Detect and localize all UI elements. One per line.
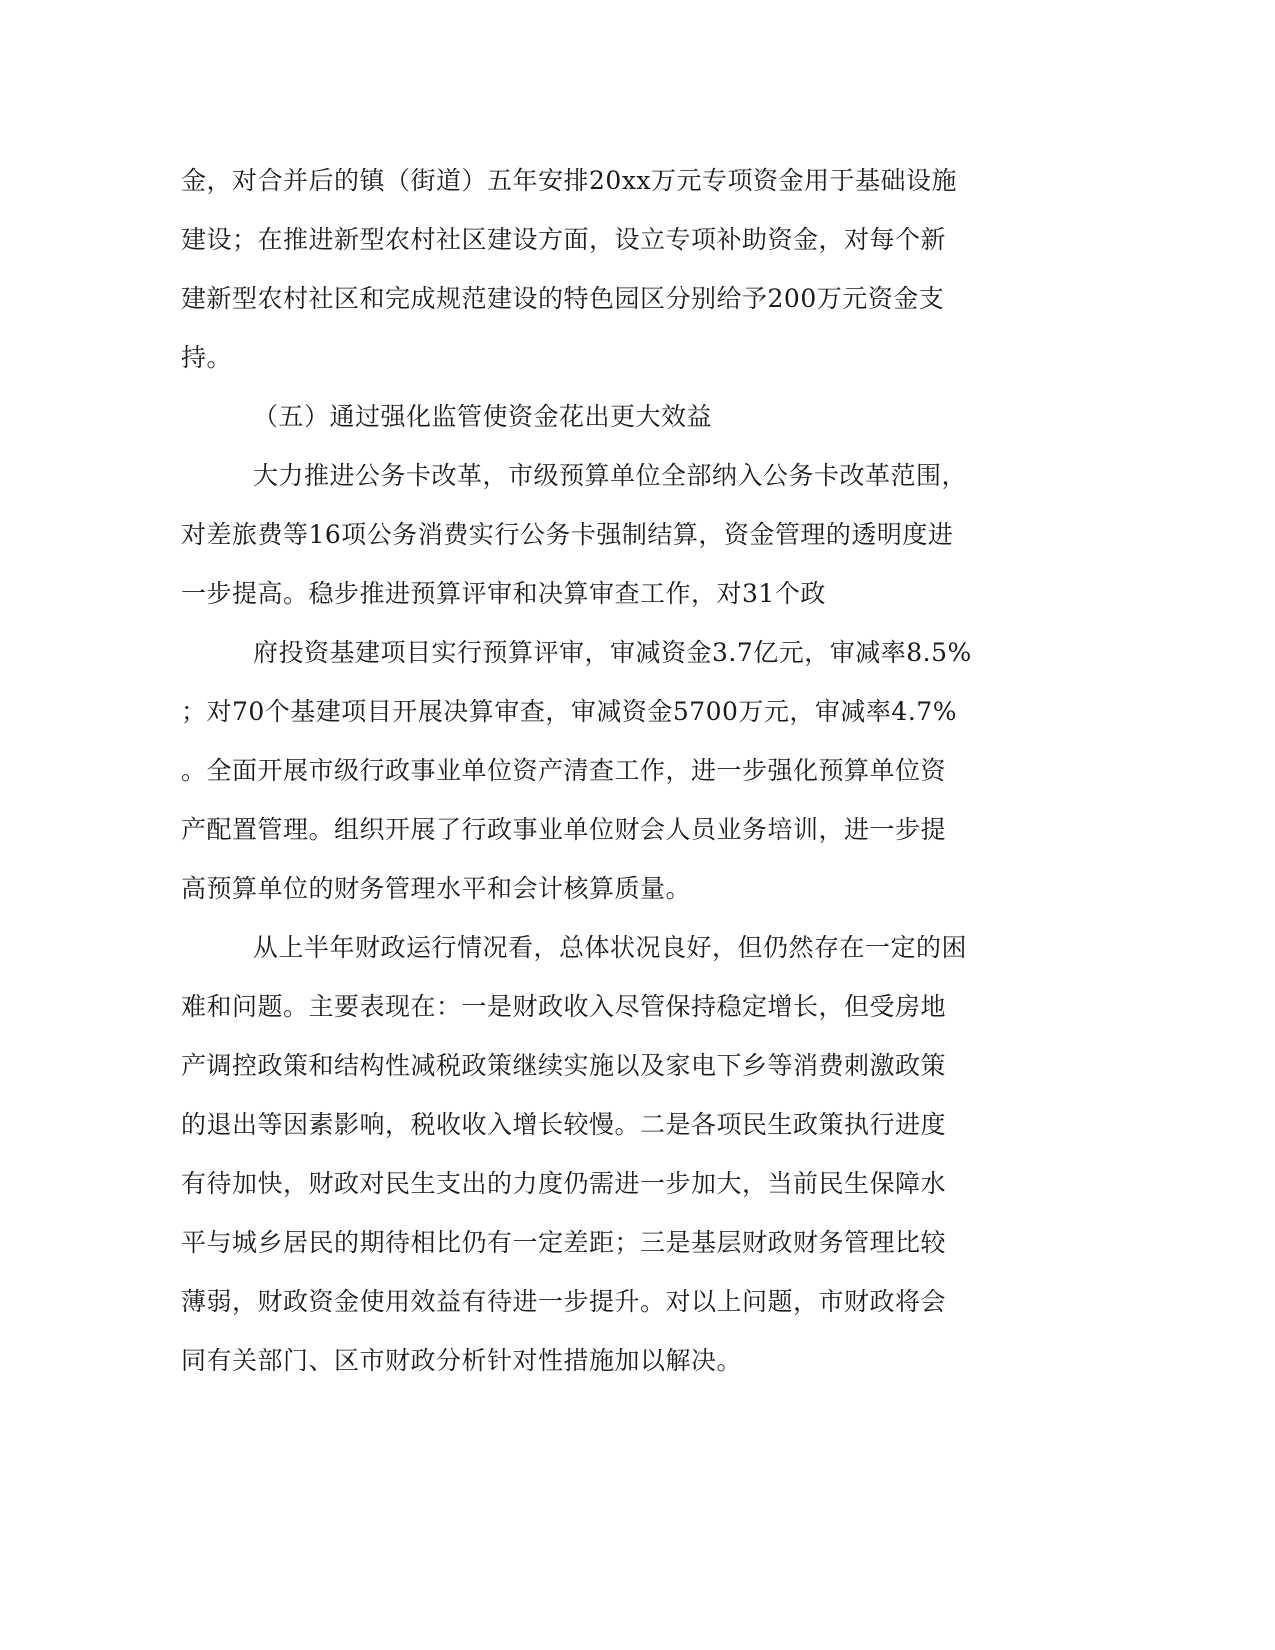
- text-line: 金，对合并后的镇（街道）五年安排20xx万元专项资金用于基础设施: [181, 166, 958, 195]
- text-line: ；对70个基建项目开展决算审查，审减资金5700万元，审减率4.7%: [181, 697, 957, 726]
- text-line: 从上半年财政运行情况看，总体状况良好，但仍然存在一定的困: [253, 933, 968, 962]
- text-line: 对差旅费等16项公务消费实行公务卡强制结算，资金管理的透明度进: [181, 520, 954, 549]
- text-line: 持。: [181, 343, 233, 372]
- text-line: 一步提高。稳步推进预算评审和决算审查工作，对31个政: [181, 579, 826, 608]
- text-line: 高预算单位的财务管理水平和会计核算质量。: [181, 874, 692, 903]
- text-line: 。全面开展市级行政事业单位资产清查工作，进一步强化预算单位资: [181, 756, 947, 785]
- text-line: 有待加快，财政对民生支出的力度仍需进一步加大，当前民生保障水: [181, 1169, 947, 1198]
- text-line: 薄弱，财政资金使用效益有待进一步提升。对以上问题，市财政将会: [181, 1287, 947, 1316]
- text-line: 府投资基建项目实行预算评审，审减资金3.7亿元，审减率8.5%: [253, 638, 972, 667]
- text-line: 同有关部门、区市财政分析针对性措施加以解决。: [181, 1346, 743, 1375]
- text-line: 平与城乡居民的期待相比仍有一定差距；三是基层财政财务管理比较: [181, 1228, 947, 1257]
- text-line: 建设；在推进新型农村社区建设方面，设立专项补助资金，对每个新: [181, 225, 947, 254]
- text-line: 的退出等因素影响，税收收入增长较慢。二是各项民生政策执行进度: [181, 1110, 947, 1139]
- text-line: 产调控政策和结构性减税政策继续实施以及家电下乡等消费刺激政策: [181, 1051, 947, 1080]
- text-line: 难和问题。主要表现在：一是财政收入尽管保持稳定增长，但受房地: [181, 992, 947, 1021]
- section-heading: （五）通过强化监管使资金花出更大效益: [253, 402, 713, 431]
- text-line: 建新型农村社区和完成规范建设的特色园区分别给予200万元资金支: [181, 284, 945, 313]
- text-line: 产配置管理。组织开展了行政事业单位财会人员业务培训，进一步提: [181, 815, 947, 844]
- text-line: 大力推进公务卡改革，市级预算单位全部纳入公务卡改革范围，: [253, 461, 968, 490]
